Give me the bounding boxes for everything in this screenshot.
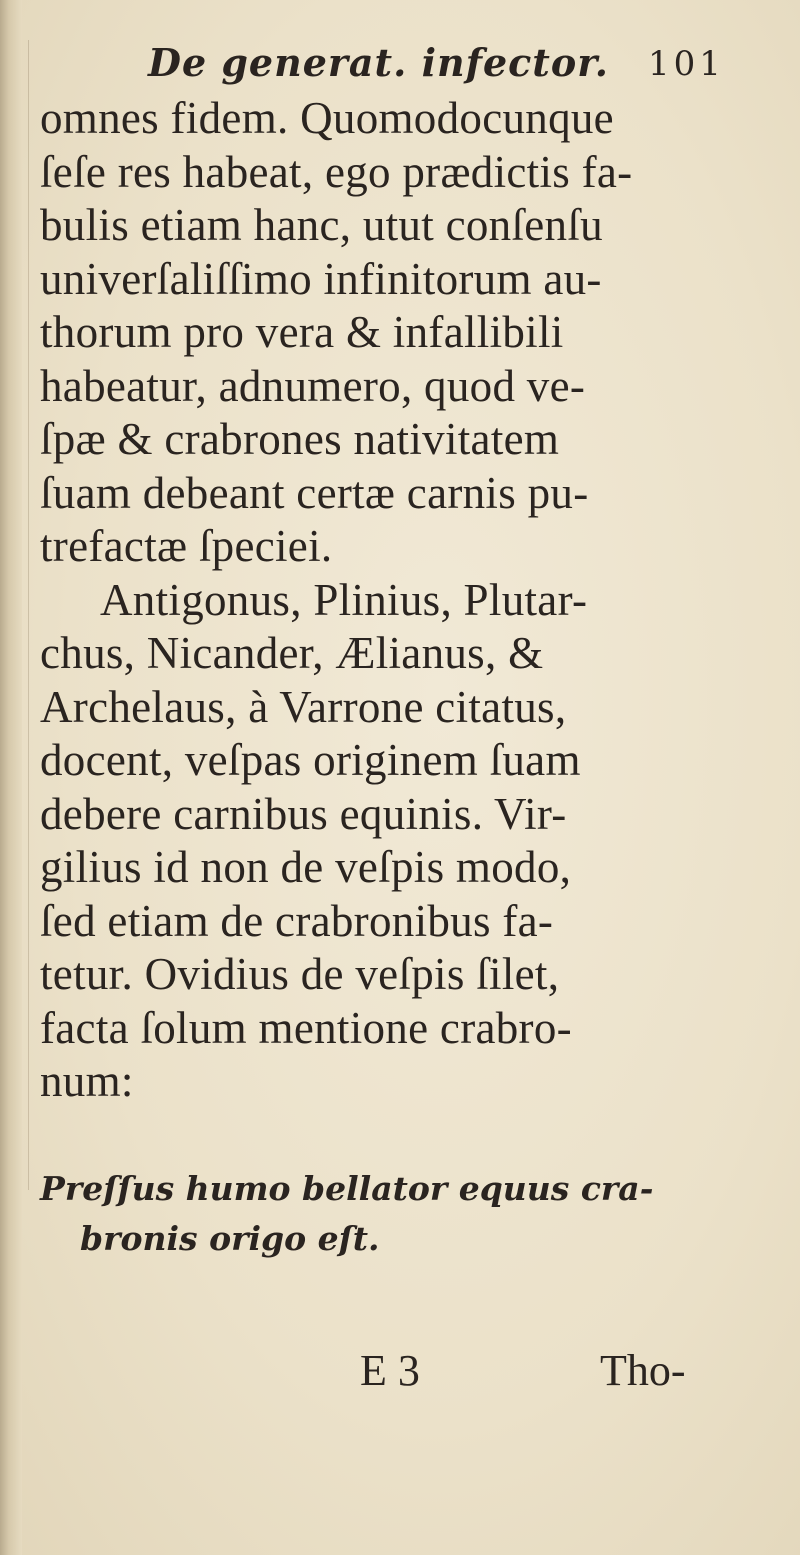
text-line: thorum pro vera & infallibili [40, 307, 564, 357]
text-line: habeatur, adnumero, quod ve- [40, 360, 586, 411]
text-line: num: [40, 1056, 134, 1106]
verse-line: bronis origo eſt. [80, 1219, 380, 1258]
text-line: tetur. Ovidius de veſpis ſilet, [40, 949, 560, 999]
text-line: univerſaliſſimo infinitorum au- [40, 253, 602, 304]
text-line: facta ſolum mentione crabro- [40, 1002, 572, 1053]
text-line: ſed etiam de crabronibus fa- [40, 895, 554, 946]
text-line: ſeſe res habeat, ego prædictis fa- [40, 146, 633, 197]
text-line: chus, Nicander, Ælianus, & [40, 628, 544, 678]
text-line: gilius id non de veſpis modo, [40, 842, 572, 892]
text-line: ſpæ & crabrones nativitatem [40, 414, 560, 464]
signature-mark: E 3 [360, 1346, 420, 1395]
verse-line: Preſſus humo bellator equus cra- [40, 1169, 654, 1208]
catchword: Tho- [600, 1346, 686, 1395]
text-line: omnes fidem. Quomodocunque [40, 93, 614, 143]
body-text [40, 92, 780, 1109]
verse-quotation [40, 1164, 780, 1264]
text-line: bulis etiam hanc, utut conſenſu [40, 200, 603, 250]
page-number: 101 [648, 44, 725, 84]
text-line: Archelaus, à Varrone citatus, [40, 681, 567, 732]
page-gutter [0, 0, 22, 1555]
text-line: trefactæ ſpeciei. [40, 521, 333, 571]
text-line: Antigonus, Plinius, Plutar- [100, 574, 588, 625]
gutter-shadow-line [28, 40, 29, 1190]
text-line: ſuam debeant certæ carnis pu- [40, 467, 589, 518]
text-line: debere carnibus equinis. Vir- [40, 788, 567, 839]
text-line: docent, veſpas originem ſuam [40, 735, 581, 785]
page-header [148, 40, 748, 100]
running-head: De generat. infector. [148, 40, 609, 85]
